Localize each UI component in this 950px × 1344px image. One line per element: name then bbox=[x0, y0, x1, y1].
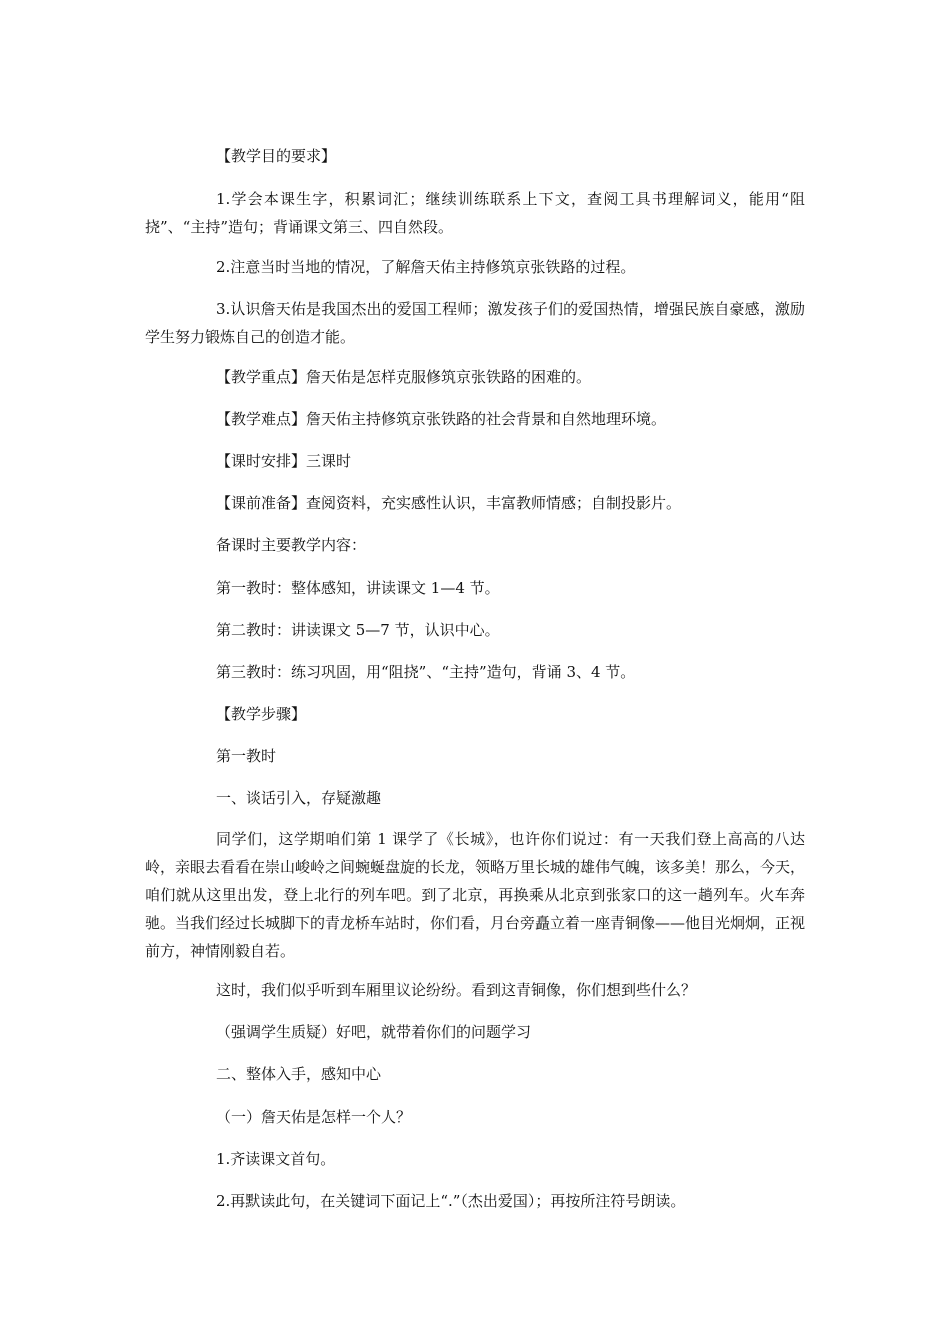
objective-2: 2.注意当时当地的情况，了解詹天佑主持修筑京张铁路的过程。 bbox=[216, 258, 636, 276]
step-2: 2.再默读此句，在关键词下面记上“.”（杰出爱国）；再按所注符号朗读。 bbox=[216, 1192, 686, 1210]
steps-heading: 【教学步骤】 bbox=[216, 705, 307, 723]
objectives-heading: 【教学目的要求】 bbox=[216, 147, 337, 165]
question-line: 这时，我们似乎听到车厢里议论纷纷。看到这青铜像，你们想到些什么？ bbox=[216, 981, 697, 999]
intro-paragraph: 同学们，这学期咱们第 1 课学了《长城》，也许你们说过：有一天我们登上高高的八达岭，亲眼去看看在崇山峻岭之间蜿蜒盘旋的长龙，领略万里长城的雄伟气魄，该多美！那么，今天，咱们就从这里出发，登上北行的列车吧。到了北京，再换乘从北京到张家口的这一趟列车。火车奔驰。当我们经过长城脚下的青龙桥车站时，你们看，月台旁矗立着一座青铜像——他目光炯炯，正视前方，神情刚毅自若。 bbox=[145, 830, 806, 960]
sub-question-1: （一）詹天佑是怎样一个人？ bbox=[216, 1108, 412, 1126]
part-2-heading: 二、整体入手，感知中心 bbox=[216, 1065, 382, 1083]
step-1: 1.齐读课文首句。 bbox=[216, 1150, 336, 1168]
difficulty: 【教学难点】詹天佑主持修筑京张铁路的社会背景和自然地理环境。 bbox=[216, 410, 667, 428]
lesson-2: 第二教时：讲读课文 5—7 节，认识中心。 bbox=[216, 621, 500, 639]
lesson-3: 第三教时：练习巩固，用“阻挠”、“主持”造句，背诵 3、4 节。 bbox=[216, 663, 636, 681]
preparation: 【课前准备】查阅资料，充实感性认识，丰富教师情感；自制投影片。 bbox=[216, 494, 682, 512]
part-1-heading: 一、谈话引入，存疑激趣 bbox=[216, 789, 382, 807]
objective-3: 3.认识詹天佑是我国杰出的爱国工程师；激发孩子们的爱国热情，增强民族自豪感，激励学生努力锻炼自己的创造才能。 bbox=[145, 300, 805, 346]
lesson-1: 第一教时：整体感知，讲读课文 1—4 节。 bbox=[216, 579, 500, 597]
key-point: 【教学重点】詹天佑是怎样克服修筑京张铁路的困难的。 bbox=[216, 368, 592, 386]
emphasis-line: （强调学生质疑）好吧，就带着你们的问题学习 bbox=[216, 1023, 532, 1041]
content-heading: 备课时主要教学内容： bbox=[216, 536, 367, 554]
schedule: 【课时安排】三课时 bbox=[216, 452, 352, 470]
first-period: 第一教时 bbox=[216, 747, 277, 765]
objective-1: 1.学会本课生字，积累词汇；继续训练联系上下文，查阅工具书理解词义，能用“阻挠”、“主持”造句；背诵课文第三、四自然段。 bbox=[145, 190, 805, 236]
